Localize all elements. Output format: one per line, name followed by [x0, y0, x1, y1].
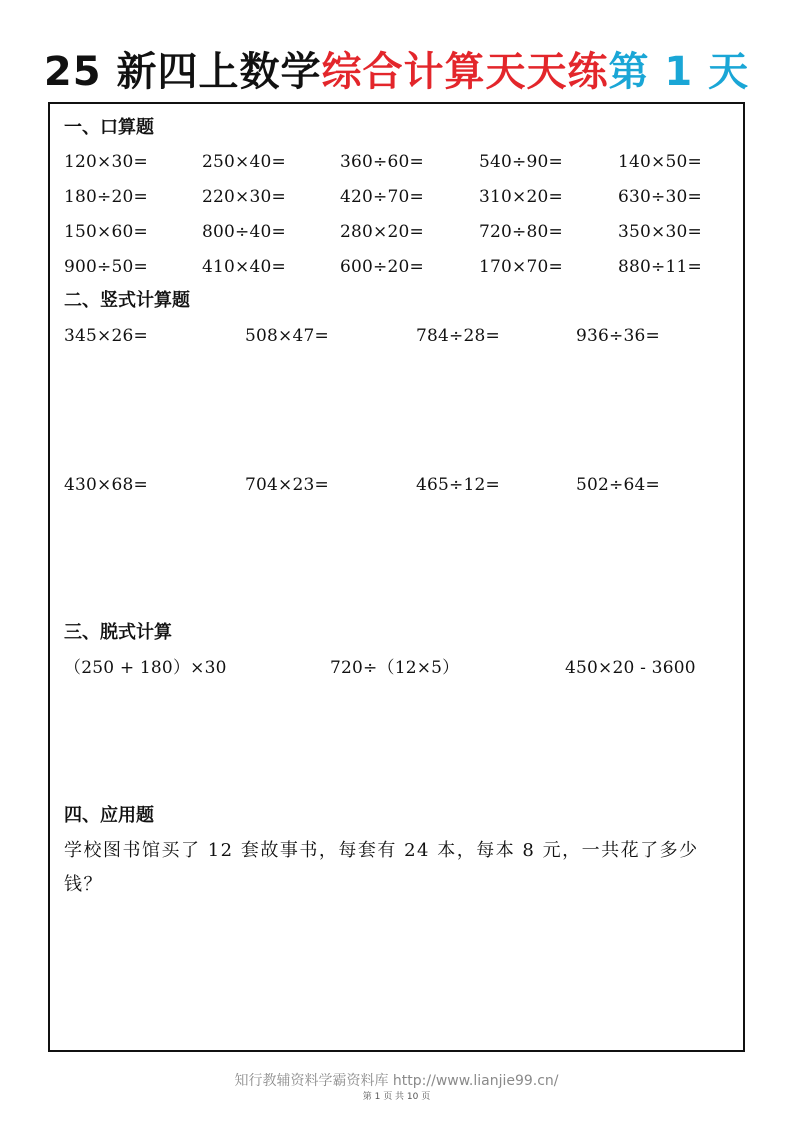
title-topic: 综合计算天天练 [321, 49, 609, 95]
vertical-item: 502÷64= [576, 475, 660, 495]
vertical-item: 430×68= [64, 475, 148, 495]
section-heading-oral: 一、口算题 [64, 117, 154, 138]
stepwise-item: 450×20 - 3600 [565, 658, 696, 678]
vertical-item: 784÷28= [416, 326, 500, 346]
oral-item: 900÷50= [64, 257, 148, 277]
vertical-item: 465÷12= [416, 475, 500, 495]
footer-source: 知行教辅资料学霸资料库 http://www.lianjie99.cn/ [234, 1073, 559, 1089]
footer-page-number: 第 1 页 共 10 页 [362, 1092, 431, 1102]
oral-item: 310×20= [479, 187, 563, 207]
stepwise-item: 720÷（12×5） [330, 658, 460, 678]
section-heading-application: 四、应用题 [64, 805, 154, 826]
oral-item: 720÷80= [479, 222, 563, 242]
oral-item: 180÷20= [64, 187, 148, 207]
oral-item: 880÷11= [618, 257, 702, 277]
oral-item: 250×40= [202, 152, 286, 172]
vertical-item: 936÷36= [576, 326, 660, 346]
vertical-item: 508×47= [245, 326, 329, 346]
oral-item: 420÷70= [340, 187, 424, 207]
oral-item: 280×20= [340, 222, 424, 242]
oral-item: 120×30= [64, 152, 148, 172]
oral-item: 800÷40= [202, 222, 286, 242]
stepwise-item: （250 + 180）×30 [64, 658, 227, 678]
oral-item: 140×50= [618, 152, 702, 172]
oral-item: 540÷90= [479, 152, 563, 172]
oral-item: 350×30= [618, 222, 702, 242]
word-problem-text: 学校图书馆买了 12 套故事书，每套有 24 本，每本 8 元，一共花了多少钱？ [64, 840, 699, 895]
vertical-item: 345×26= [64, 326, 148, 346]
oral-item: 150×60= [64, 222, 148, 242]
oral-item: 220×30= [202, 187, 286, 207]
oral-item: 360÷60= [340, 152, 424, 172]
section-heading-stepwise: 三、脱式计算 [64, 622, 172, 643]
worksheet-frame [48, 102, 745, 1052]
title-grade: 25 新四上数学 [43, 49, 322, 95]
section-heading-vertical: 二、竖式计算题 [64, 290, 190, 311]
title-day: 第 1 天 [608, 49, 750, 95]
oral-item: 170×70= [479, 257, 563, 277]
worksheet-title [0, 44, 793, 100]
vertical-item: 704×23= [245, 475, 329, 495]
oral-item: 630÷30= [618, 187, 702, 207]
oral-item: 410×40= [202, 257, 286, 277]
oral-item: 600÷20= [340, 257, 424, 277]
